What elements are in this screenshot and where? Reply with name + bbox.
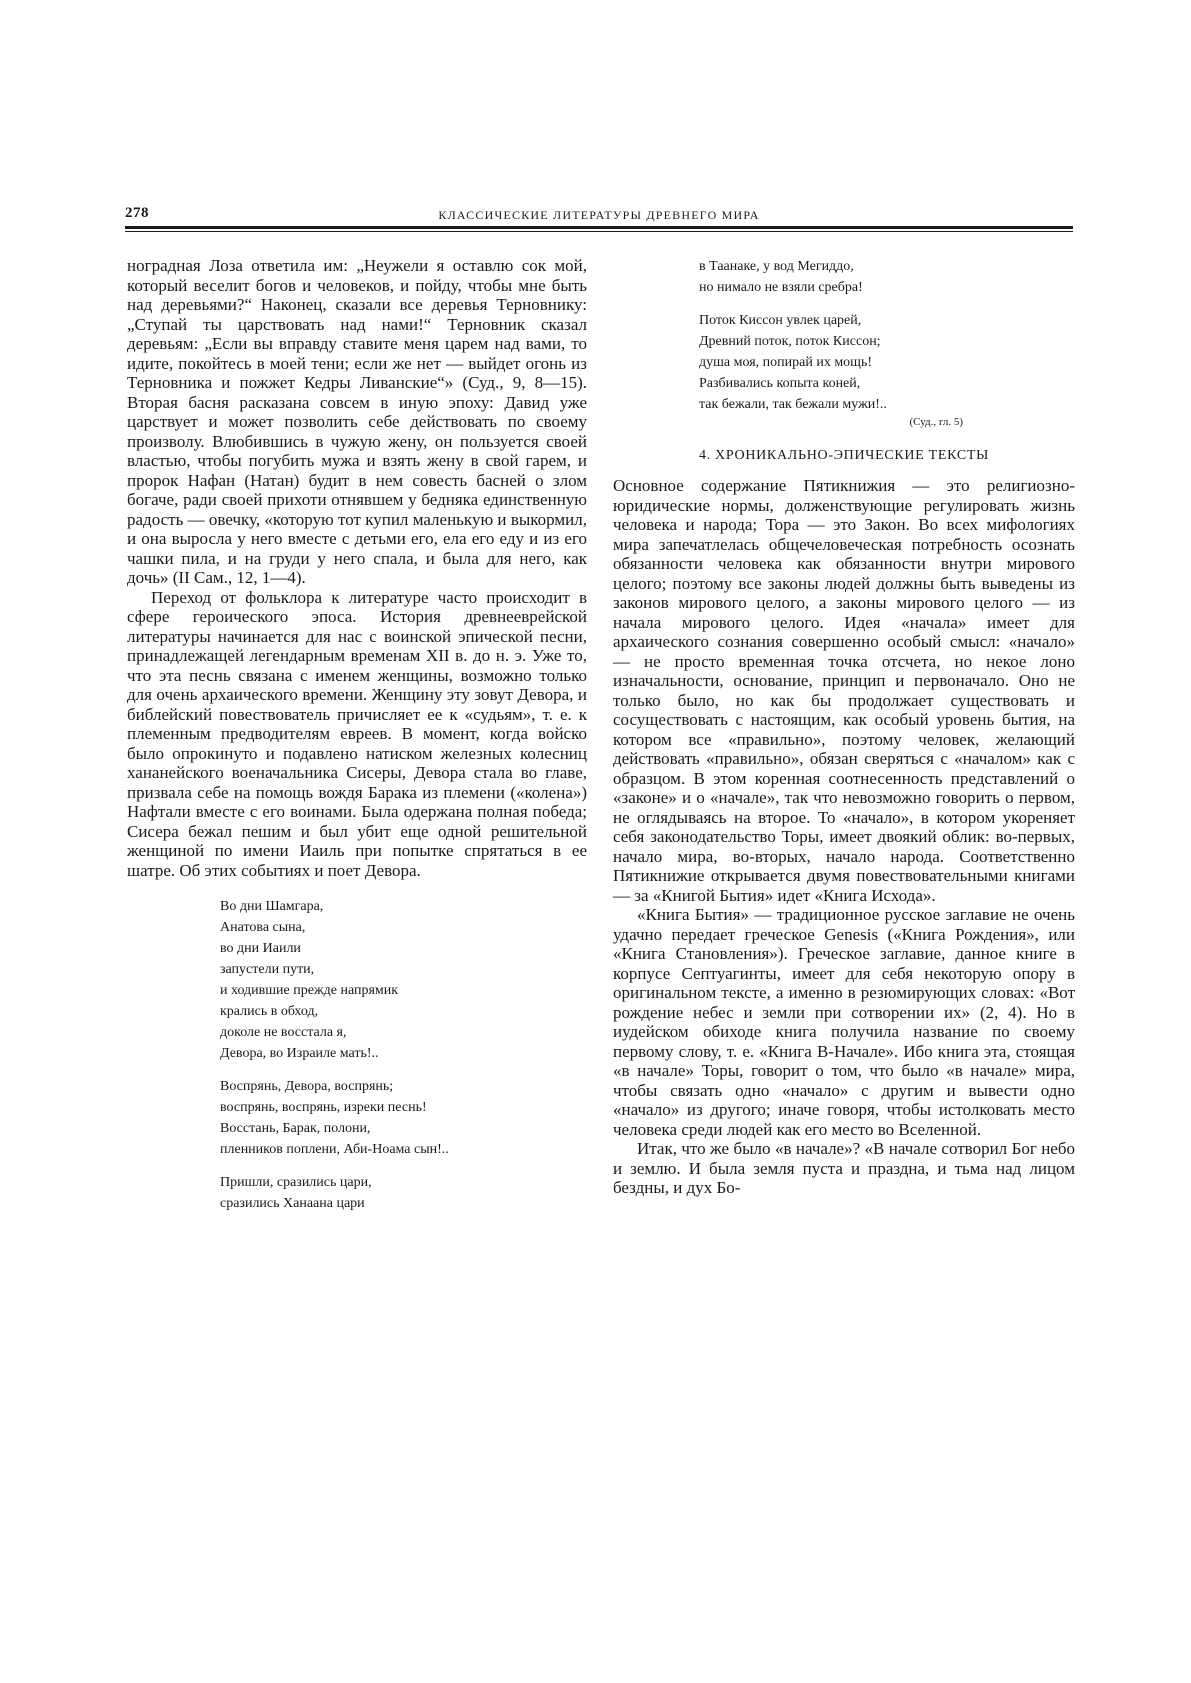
verse-line: но нимало не взяли сребра! (699, 280, 863, 295)
verse-stanza (220, 896, 587, 1064)
verse-line: Пришли, сразились цари, (220, 1175, 372, 1190)
header-rule-thin (125, 231, 1073, 232)
song-of-deborah-verse-continued (699, 256, 1075, 415)
verse-line: запустели пути, (220, 962, 315, 977)
verse-line: воспрянь, воспрянь, изреки песнь! (220, 1100, 427, 1115)
verse-line: Девора, во Израиле мать!.. (220, 1046, 379, 1061)
verse-line: так бежали, так бежали мужи!.. (699, 397, 887, 412)
verse-line: доколе не восстала я, (220, 1025, 347, 1040)
page-number: 278 (125, 205, 149, 221)
verse-stanza (699, 310, 1075, 415)
verse-line: сразились Ханаана цари (220, 1196, 365, 1211)
verse-line: Древний поток, поток Киссон; (699, 334, 881, 349)
body-paragraph: ноградная Лоза ответила им: „Неужели я оставлю сок мой, который веселит богов и человеков, и пойду, чтобы мне быть над деревьями?“ Наконец, сказали все деревья Терновнику: „Ступай ты царствовать над нами!“ Терновник сказал деревьям: „Если вы вправду ставите меня царем над вами, то идите, покойтесь в моей тени; если же нет — выйдет огонь из Терновника и пожжет Кедры Ливанские“» (Суд., 9, 8—15). Вторая басня расказана совсем в иную эпоху: Давид уже царствует и может позволить себе действовать по своему произволу. Влюбившись в чужую жену, он пользуется своей властью, чтобы погубить мужа и взять жену в свой гарем, и пророк Нафан (Натан) будит в нем совесть басней о злом богаче, ради своей прихоти отнявшем у бедняка единственную радость — овечку, «которую тот купил маленькую и выкормил, и она выросла у него вместе с детьми его, ела его еду и из его чашки пила, и на груди у него спала, и была для него, как дочь» (II Сам., 12, 1—4). (127, 256, 587, 587)
verse-stanza (699, 256, 1075, 298)
right-column (613, 256, 1075, 1198)
running-title: КЛАССИЧЕСКИЕ ЛИТЕРАТУРЫ ДРЕВНЕГО МИРА (438, 208, 760, 222)
body-paragraph: Итак, что же было «в начале»? «В начале сотворил Бог небо и землю. И была земля пуста и праздна, и тьма над лицом бездны, и дух Бо- (613, 1139, 1075, 1197)
verse-stanza (220, 1076, 587, 1160)
verse-line: Восстань, Барак, полони, (220, 1121, 371, 1136)
verse-line: в Таанаке, у вод Мегиддо, (699, 259, 854, 274)
verse-line: Анатова сына, (220, 920, 306, 935)
body-paragraph: Переход от фольклора к литературе часто происходит в сфере героического эпоса. История древнееврейской литературы начинается для нас с воинской эпической песни, принадлежащей легендарным временам XII в. до н. э. Уже то, что эта песнь связана с именем женщины, возможно только для очень архаического времени. Женщину эту зовут Девора, и библейский повествователь причисляет ее к «судьям», т. е. к племенным предводителям евреев. В момент, когда войско было опрокинуто и подавлено натиском железных колесниц хананейского военачальника Сисеры, Девора стала во главе, призвала себе на помощь вождя Барака из племени («колена») Нафтали вместе с его воинами. Была одержана полная победа; Сисера бежал пешим и был убит еще одной решительной женщиной по имени Иаиль при попытке спрятаться в ее шатре. Об этих событиях и поет Девора. (127, 587, 587, 880)
verse-line: во дни Иаили (220, 941, 301, 956)
verse-line: Воспрянь, Девора, воспрянь; (220, 1079, 394, 1094)
body-paragraph: «Книга Бытия» — традиционное русское заглавие не очень удачно передает греческое Genesis («Книга Рождения», или «Книга Становления»). Греческое заглавие, данное книге в корпусе Септуагинты, имеет для себя некоторую опору в оригинальном тексте, а именно в резюмирующих словах: «Вот рождение небес и земли при сотворении их» (2, 4). Но в иудейском обиходе книга получила название по своему первому слову, т. е. «Книга В-Начале». Ибо книга эта, стоящая «в начале» Торы, говорит о том, что было «в начале» мира, чтобы связать одно «начало» с другим и вывести одно «начало» из другого; иначе говоря, чтобы истолковать место человека среди людей как его место во Вселенной. (613, 905, 1075, 1139)
verse-source-citation: (Суд., гл. 5) (909, 416, 963, 428)
verse-stanza (220, 1172, 587, 1214)
verse-line: Во дни Шамгара, (220, 899, 324, 914)
left-column (127, 256, 587, 1226)
verse-line: душа моя, попирай их мощь! (699, 355, 873, 370)
section-heading: 4. ХРОНИКАЛЬНО-ЭПИЧЕСКИЕ ТЕКСТЫ (698, 448, 990, 463)
verse-line: пленников поплени, Аби-Ноама сын!.. (220, 1142, 449, 1157)
verse-line: Разбивались копыта коней, (699, 376, 861, 391)
verse-line: крались в обход, (220, 1004, 319, 1019)
verse-line: и ходившие прежде напрямик (220, 983, 399, 998)
body-paragraph: Основное содержание Пятикнижия — это религиозно-юридические нормы, долженствующие регулировать жизнь человека и народа; Тора — это Закон. Во всех мифологиях мира запечатлелась общечеловеческая потребность осознать обязанности человека как обязанности внутри мирового целого; поэтому все законы людей должны быть выведены из законов мирового целого, а законы мирового целого — из начала мирового целого. Идея «начала» имеет для архаического сознания совершенно особый смысл: «начало» — не просто временная точка отсчета, но некое лоно изначальности, основание, принцип и первоначало. Оно не только было, но как бы продолжает существовать и сосуществовать с настоящим, как особый уровень бытия, на котором все «правильно», поэтому человек, желающий действовать «правильно», обязан сверяться с «началом» как с образцом. В этом коренная соотнесенность представлений о «законе» и о «начале», так что невозможно говорить о первом, не оглядываясь на второе. То «начало», в котором укореняет себя законодательство Торы, имеет двоякий облик: во-первых, начало мира, во-вторых, начало народа. Соответственно Пятикнижие открывается двумя повествовательными книгами — за «Книгой Бытия» идет «Книга Исхода». (613, 476, 1075, 905)
header-rule-thick (125, 226, 1073, 229)
verse-line: Поток Киссон увлек царей, (699, 313, 862, 328)
song-of-deborah-verse (220, 896, 587, 1214)
